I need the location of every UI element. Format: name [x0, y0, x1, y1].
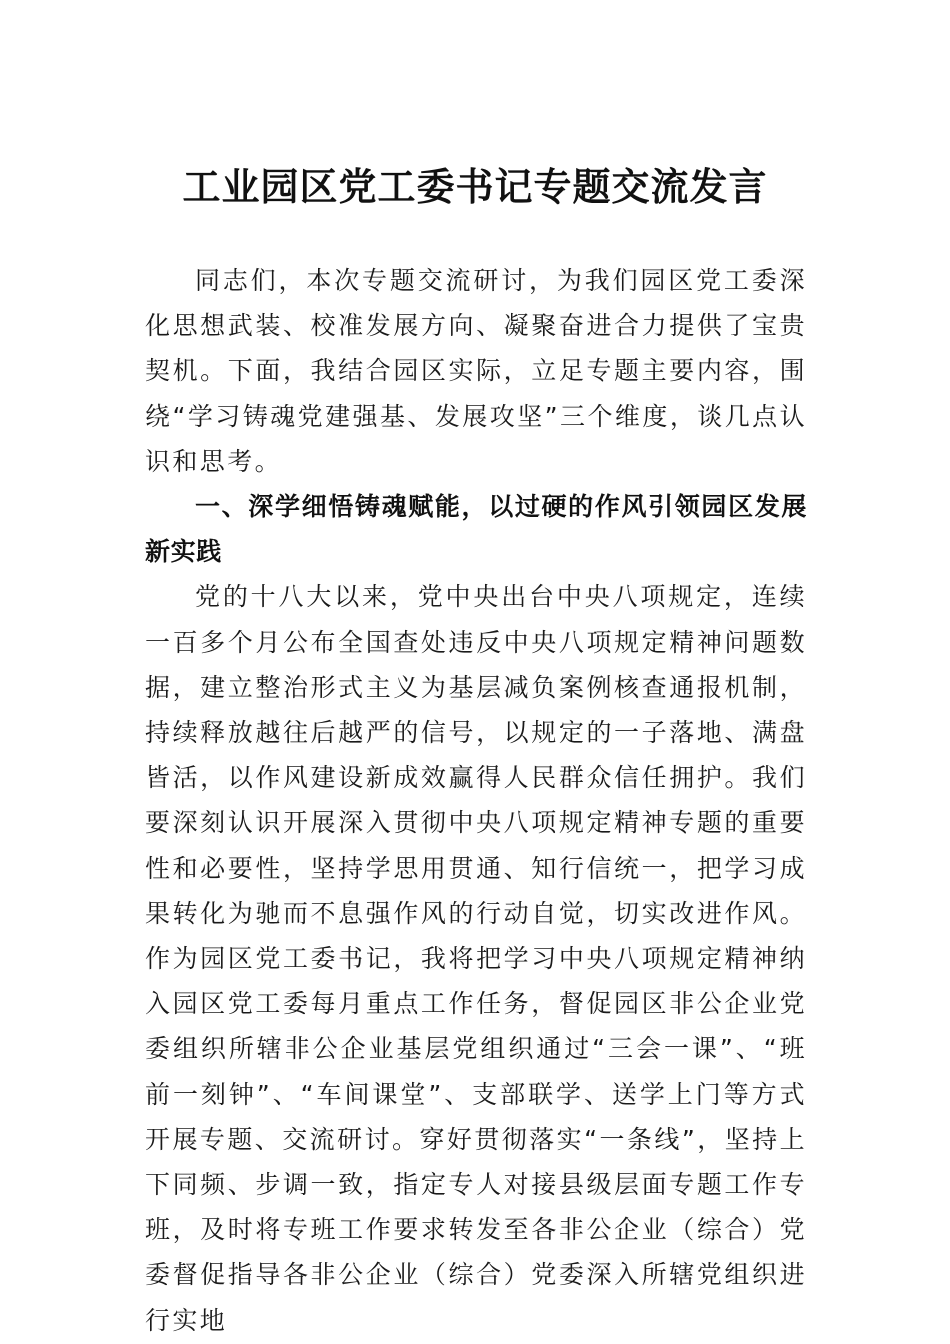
intro-paragraph: 同志们，本次专题交流研讨，为我们园区党工委深化思想武装、校准发展方向、凝聚奋进合力提供了宝贵契机。下面，我结合园区实际，立足专题主要内容，围绕“学习铸魂党建强基、发展攻坚”三个维度，谈几点认识和思考。: [145, 266, 807, 476]
section-1-paragraph: 党的十八大以来，党中央出台中央八项规定，连续一百多个月公布全国查处违反中央八项规定精神问题数据，建立整治形式主义为基层减负案例核查通报机制，持续释放越往后越严的信号，以规定的一子落地、满盘皆活，以作风建设新成效赢得人民群众信任拥护。我们要深刻认识开展深入贯彻中央八项规定精神专题的重要性和必要性，坚持学思用贯通、知行信统一，把学习成果转化为驰而不息强作风的行动自觉，切实改进作风。作为园区党工委书记，我将把学习中央八项规定精神纳入园区党工委每月重点工作任务，督促园区非公企业党委组织所辖非公企业基层党组织通过“三会一课”、“班前一刻钟”、“车间课堂”、支部联学、送学上门等方式开展专题、交流研讨。穿好贯彻落实“一条线”，坚持上下同频、步调一致，指定专人对接县级层面专题工作专班，及时将专班工作要求转发至各非公企业（综合）党委督促指导各非公企业（综合）党委深入所辖党组织进行实地: [145, 582, 807, 1335]
document-title: 工业园区党工委书记专题交流发言: [182, 164, 768, 209]
section-heading-1: 一、深学细悟铸魂赋能，以过硬的作风引领园区发展新实践: [145, 492, 807, 567]
document-body: [145, 258, 807, 1343]
